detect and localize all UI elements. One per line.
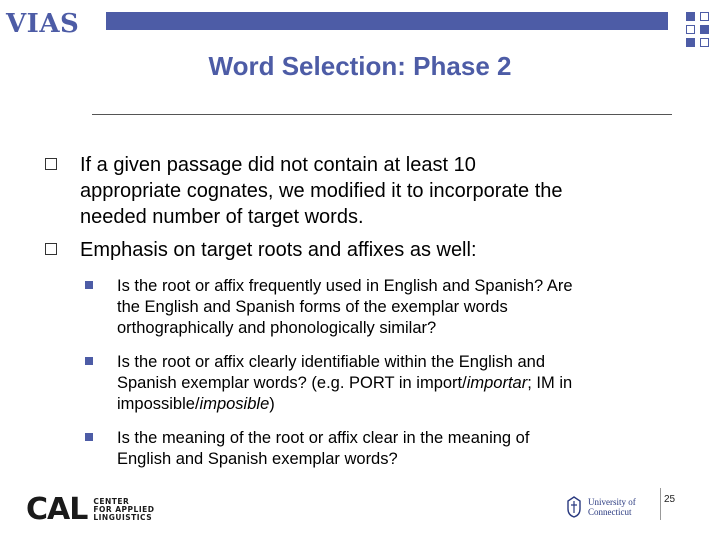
sub-bullet-line: Is the root or affix frequently used in English and Spanish? Are <box>117 277 573 295</box>
uconn-seal-icon <box>566 496 582 518</box>
sub-bullet-item <box>117 428 687 470</box>
title-divider <box>92 114 672 115</box>
uconn-logo-text: University of Connecticut <box>588 497 636 517</box>
square-bullet-icon <box>85 281 93 289</box>
decor-square <box>700 12 709 21</box>
square-bullet-icon <box>85 357 93 365</box>
bullet-item <box>80 237 680 263</box>
cal-logo-letters: CAL <box>26 492 88 527</box>
cal-logo-subtitle: CENTER FOR APPLIED LINGUISTICS <box>93 496 155 522</box>
bullet-item <box>80 152 680 230</box>
square-bullet-icon <box>85 433 93 441</box>
sub-bullet-item <box>117 276 687 339</box>
decor-square <box>700 38 709 47</box>
sub-bullet-item <box>117 352 687 415</box>
checkbox-bullet-icon <box>45 243 57 255</box>
footer-divider <box>660 488 661 520</box>
decor-square <box>686 12 695 21</box>
sub-bullet-line: impossible/imposible) <box>117 395 275 413</box>
uconn-logo <box>566 496 636 518</box>
decor-square <box>700 25 709 34</box>
bullet-line: appropriate cognates, we modified it to incorporate the <box>80 180 563 202</box>
cal-logo <box>26 492 154 527</box>
sub-bullet-line: Spanish exemplar words? (e.g. PORT in import/importar; IM in <box>117 374 573 392</box>
bullet-line: Emphasis on target roots and affixes as well: <box>80 239 477 261</box>
slide-title: Word Selection: Phase 2 <box>208 51 512 81</box>
bullet-line: needed number of target words. <box>80 206 364 228</box>
sub-bullet-line: Is the meaning of the root or affix clear in the meaning of <box>117 429 530 447</box>
decor-square <box>686 38 695 47</box>
vias-logo: VIAS <box>6 9 80 39</box>
sub-bullet-line: the English and Spanish forms of the exemplar words <box>117 298 508 316</box>
header-bar <box>106 12 668 30</box>
page-number: 25 <box>664 494 676 505</box>
decor-square <box>686 25 695 34</box>
sub-bullet-line: Is the root or affix clearly identifiable within the English and <box>117 353 546 371</box>
sub-bullet-line: orthographically and phonologically similar? <box>117 319 437 337</box>
checkbox-bullet-icon <box>45 158 57 170</box>
bullet-line: If a given passage did not contain at least 10 <box>80 154 476 176</box>
sub-bullet-line: English and Spanish exemplar words? <box>117 450 398 468</box>
